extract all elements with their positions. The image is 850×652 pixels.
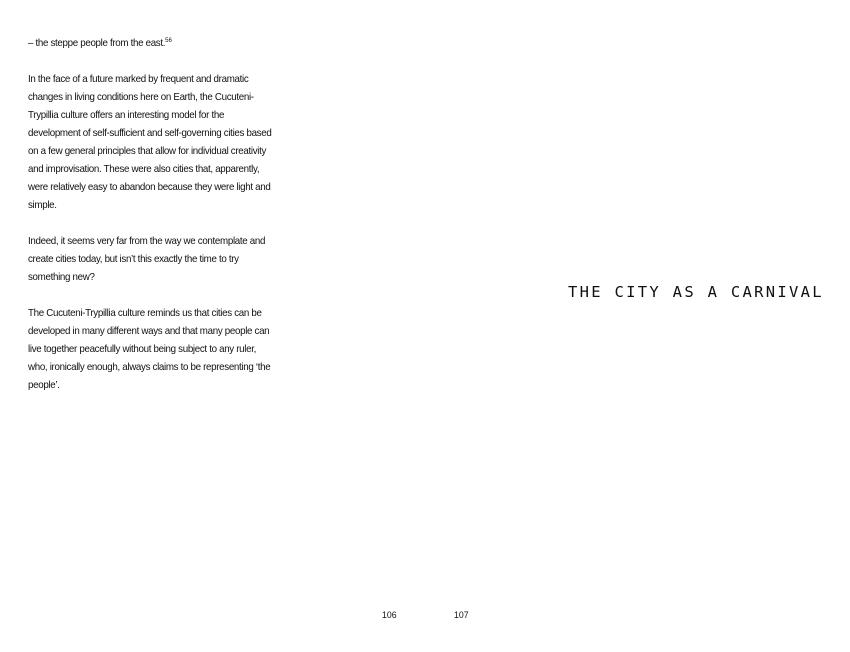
page-number-right: 107 (454, 610, 469, 621)
paragraph-4: The Cucuteni-Trypillia culture reminds us that cities can be developed in many different ways and that many people can live together peacefully without being subject to any ruler, who, ironically enough, always claims to be representing ‘the people’. (28, 307, 271, 391)
paragraph-text: – the steppe people from the east. (28, 37, 166, 49)
paragraph-3: Indeed, it seems very far from the way we contemplate and create cities today, but isn’t this exactly the time to try something new? (28, 235, 266, 283)
paragraph-2: In the face of a future marked by frequent and dramatic changes in living conditions here on Earth, the Cucuteni-Trypillia culture offers an interesting model for the development of self-sufficient and self-governing cities based on a few general principles that allow for individual creativity and improvisation. These were also cities that, apparently, were relatively easy to abandon because they were light and simple. (28, 73, 272, 211)
footnote-reference[interactable]: 56 (165, 37, 172, 44)
body-text (28, 34, 272, 412)
chapter-title: THE CITY AS A CARNIVAL (568, 283, 824, 301)
right-page (425, 0, 850, 652)
paragraph-1 (28, 34, 272, 52)
page-number-left: 106 (382, 610, 397, 621)
